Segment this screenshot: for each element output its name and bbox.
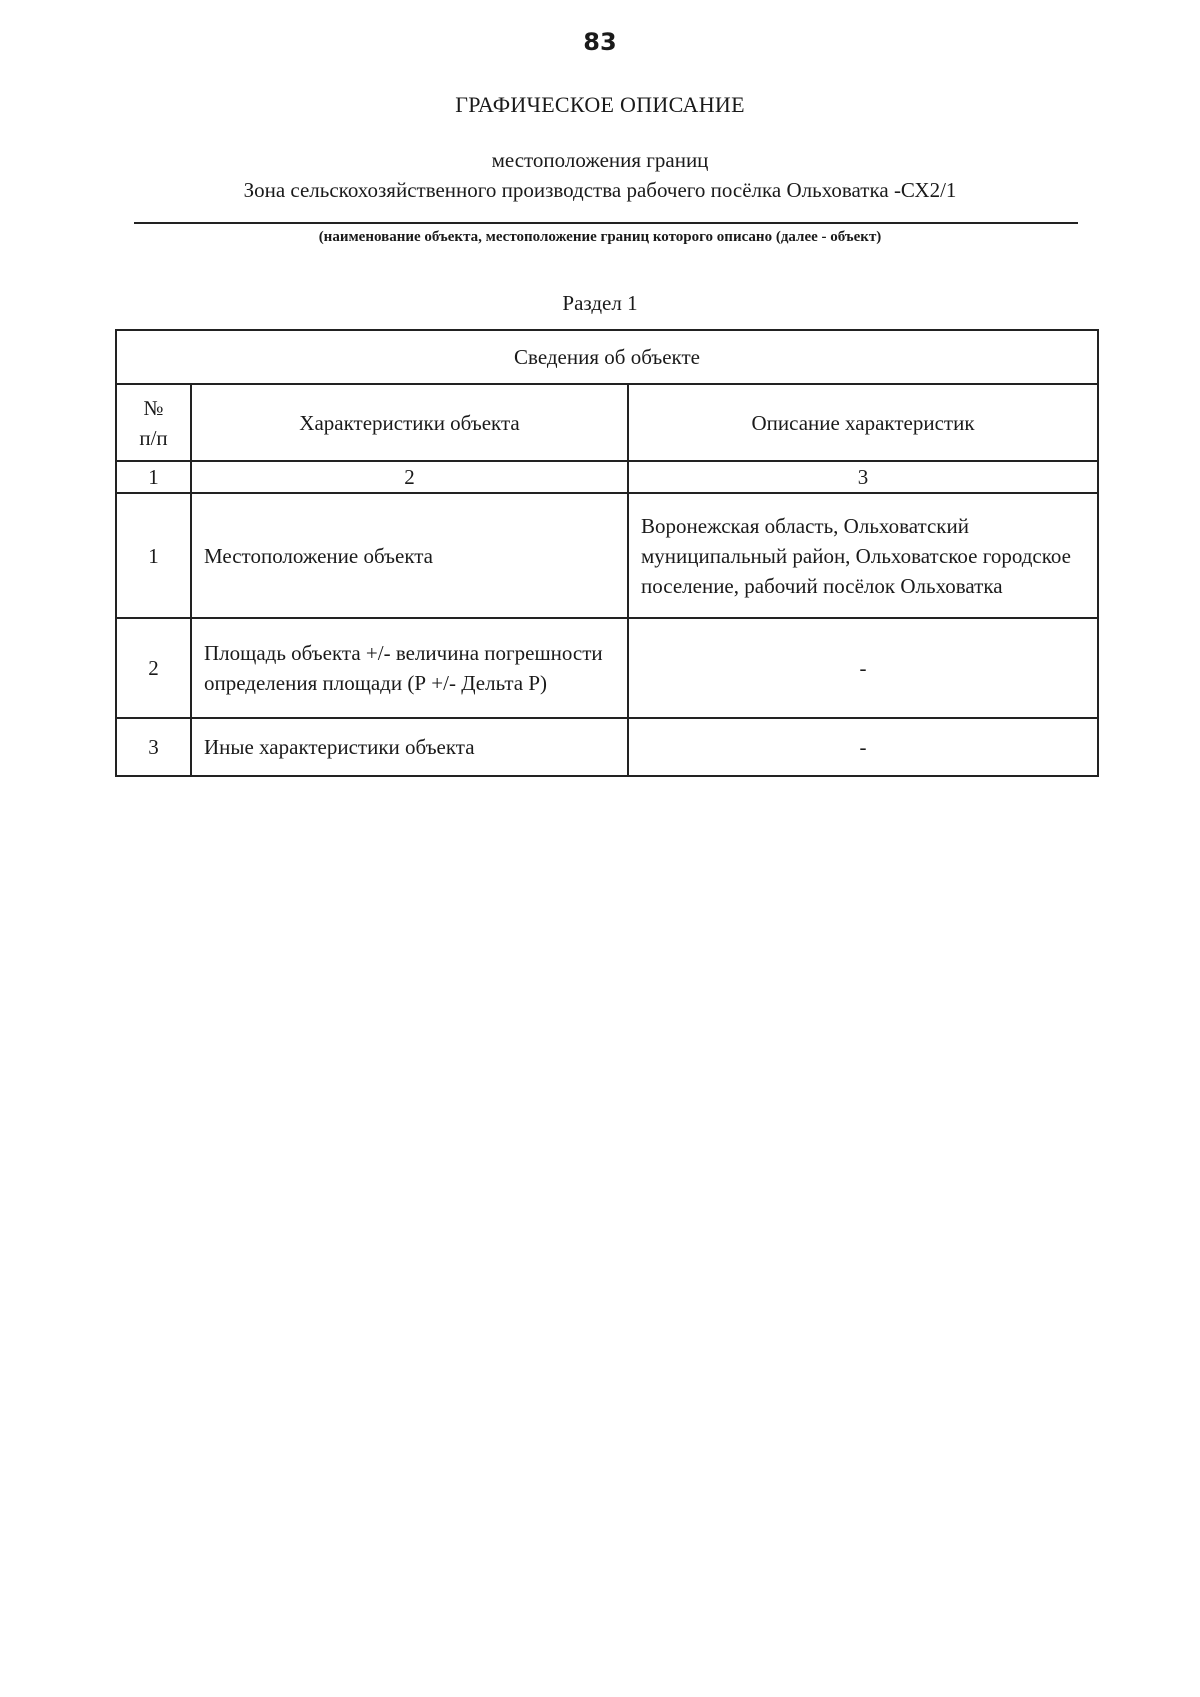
section-label: Раздел 1 <box>562 291 638 315</box>
table-row <box>116 718 1098 776</box>
row-description: Воронежская область, Ольховатский муниципальный район, Ольховатское городское поселение, рабочий посёлок Ольховатка <box>628 493 1098 618</box>
column-header-characteristic: Характеристики объекта <box>191 384 628 461</box>
document-subtitle-line1: местоположения границ <box>491 148 709 172</box>
document-title: ГРАФИЧЕСКОЕ ОПИСАНИЕ <box>455 92 745 117</box>
column-header-description: Описание характеристик <box>628 384 1098 461</box>
column-header-num-text: № п/п <box>139 395 168 450</box>
column-header-num <box>116 384 191 461</box>
page-number: 83 <box>583 28 617 56</box>
row-characteristic: Площадь объекта +/- величина погрешности определения площади (Р +/- Дельта Р) <box>191 618 628 718</box>
column-index-3: 3 <box>628 461 1098 493</box>
row-characteristic: Иные характеристики объекта <box>191 718 628 776</box>
table-caption-row <box>116 330 1098 384</box>
object-name-caption: (наименование объекта, местоположение границ которого описано (далее - объект) <box>318 229 882 245</box>
title-underline <box>134 222 1078 224</box>
row-num: 3 <box>116 718 191 776</box>
table-caption: Сведения об объекте <box>116 330 1098 384</box>
table-header-row <box>116 384 1098 461</box>
table-row <box>116 618 1098 718</box>
column-index-1: 1 <box>116 461 191 493</box>
row-num: 2 <box>116 618 191 718</box>
table-column-index-row <box>116 461 1098 493</box>
table-row <box>116 493 1098 618</box>
row-num: 1 <box>116 493 191 618</box>
document-subtitle-line2: Зона сельскохозяйственного производства рабочего посёлка Ольховатка -СХ2/1 <box>243 178 957 202</box>
row-characteristic: Местоположение объекта <box>191 493 628 618</box>
row-description: - <box>628 718 1098 776</box>
column-index-2: 2 <box>191 461 628 493</box>
object-info-table <box>115 329 1099 777</box>
row-description: - <box>628 618 1098 718</box>
